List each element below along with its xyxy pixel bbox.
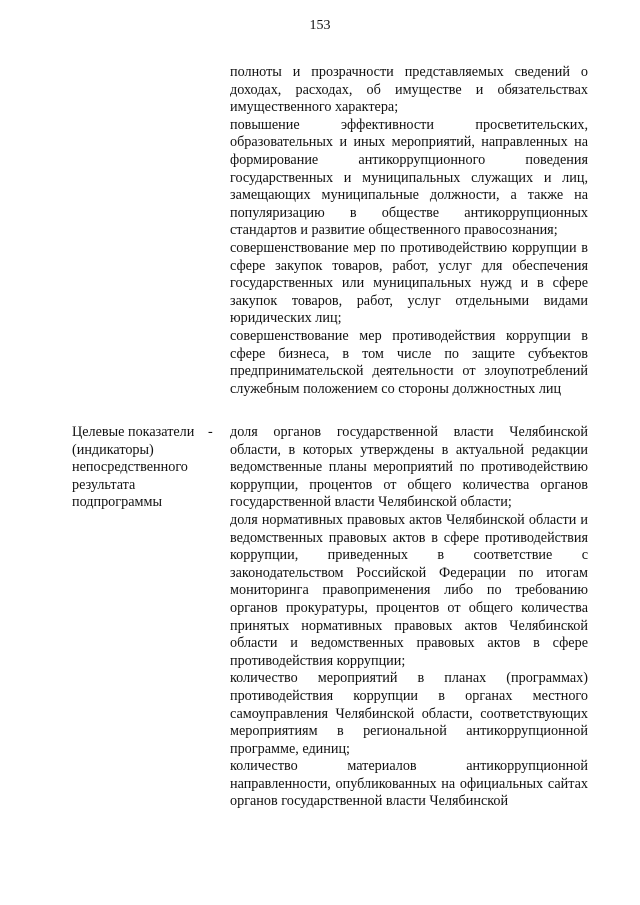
objectives-continuation — [230, 64, 588, 398]
page-number: 153 — [309, 18, 331, 33]
objective-paragraph: повышение эффективности просветительских, образовательных и иных мероприятий, направленных на формирование антикоррупционного поведения государственных и муниципальных служащих и лиц, замещающих муниципальные должности, а также на популяризацию в обществе антикоррупционных стандартов и развитие общественного правосознания; — [230, 116, 588, 239]
objective-paragraph: совершенствование мер противодействия коррупции в сфере бизнеса, в том числе по защите субъектов предпринимательской деятельности от злоупотреблений служебным положением со стороны должностных лиц — [230, 327, 588, 397]
objective-paragraph: полноты и прозрачности представляемых сведений о доходах, расходах, об имуществе и обязательствах имущественного характера; — [230, 64, 588, 116]
targets-label: Целевые показатели (индикаторы) непосредственного результата подпрограммы — [72, 424, 195, 511]
target-paragraph: доля нормативных правовых актов Челябинской области и ведомственных правовых актов в сфере противодействия коррупции, приведенных в соответствие с законодательством Российской Федерации по итогам мониторинга правоприменения либо по требованию органов прокуратуры, процентов от общего количества принятых нормативных правовых актов Челябинской области и ведомственных правовых актов в сфере противодействия коррупции; — [230, 511, 588, 669]
target-paragraph: количество мероприятий в планах (программах) противодействия коррупции в органах местного самоуправления Челябинской области, соответствующих мероприятиям в региональной антикоррупционной программе, единиц; — [230, 670, 588, 757]
targets-list — [230, 424, 588, 811]
target-paragraph: количество материалов антикоррупционной направленности, опубликованных на официальных сайтах органов государственной власти Челябинской — [230, 758, 588, 810]
objective-paragraph: совершенствование мер по противодействию коррупции в сфере закупок товаров, работ, услуг для обеспечения государственных или муниципальных нужд и в сфере закупок товаров, работ, услуг отдельными видами юридических лиц; — [230, 239, 588, 327]
label-dash: - — [208, 424, 213, 440]
target-paragraph: доля органов государственной власти Челябинской области, в которых утверждены в актуальной редакции ведомственные планы мероприятий по противодействию коррупции, процентов от общего количества органов государственной власти Челябинской области; — [230, 424, 588, 511]
